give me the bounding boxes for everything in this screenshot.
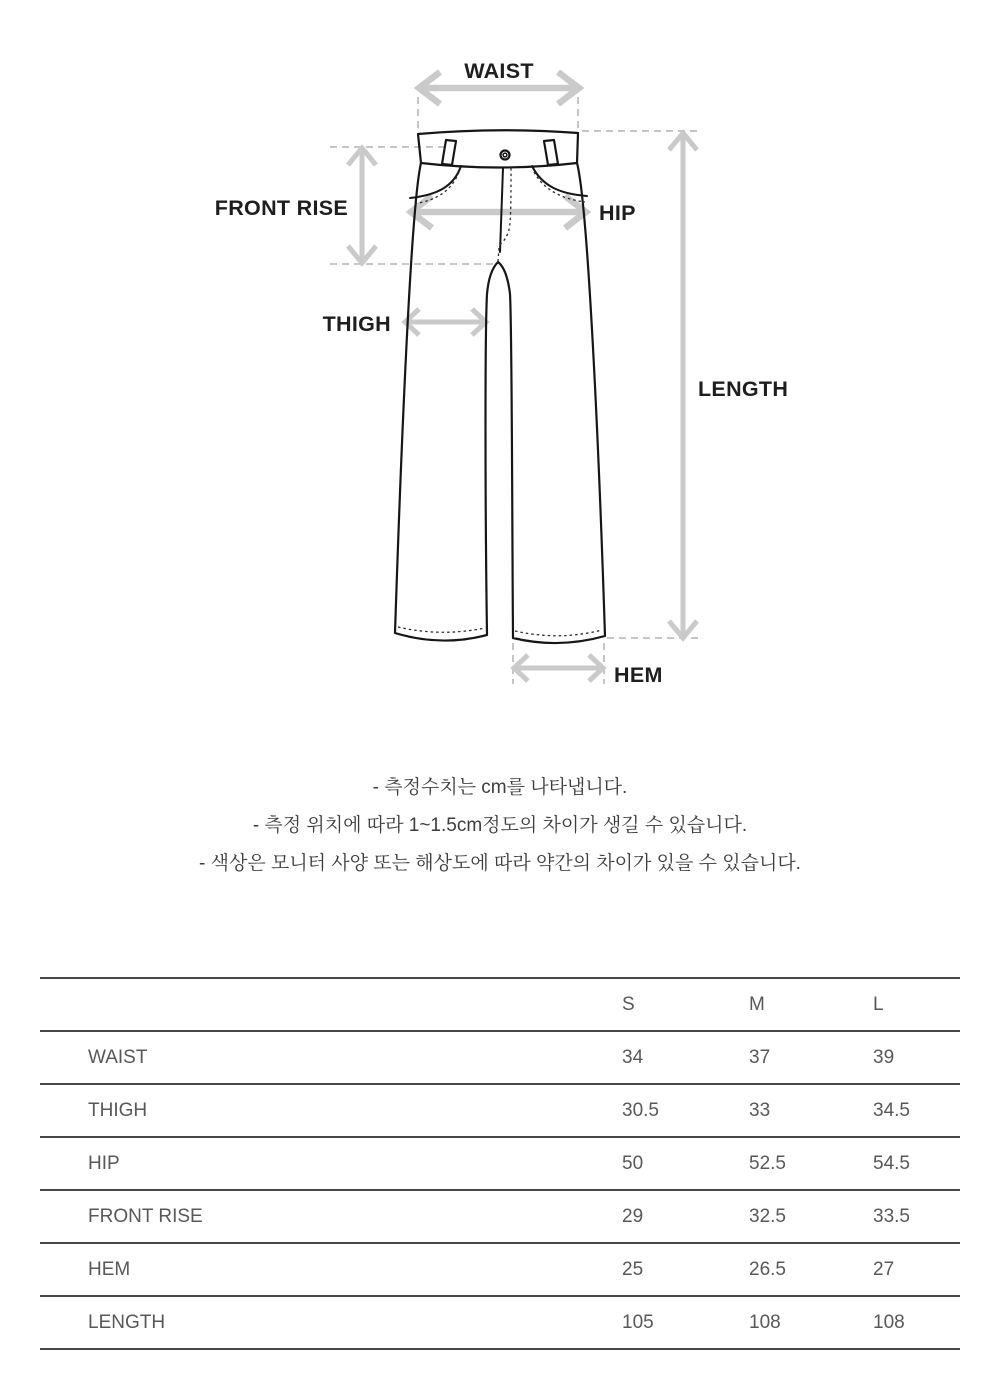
pants-silhouette bbox=[395, 130, 605, 643]
cell-value: 29 bbox=[622, 1205, 644, 1227]
cell-value: 34 bbox=[622, 1046, 644, 1068]
cell-value: 105 bbox=[622, 1311, 654, 1333]
row-label: HEM bbox=[88, 1258, 131, 1280]
size-table bbox=[40, 977, 960, 1350]
thigh-label: THIGH bbox=[322, 312, 391, 336]
hem-label: HEM bbox=[614, 663, 663, 687]
table-row bbox=[40, 1296, 960, 1349]
cell-value: 52.5 bbox=[749, 1152, 786, 1174]
cell-value: 26.5 bbox=[749, 1258, 786, 1280]
cell-value: 37 bbox=[749, 1046, 771, 1068]
table-row bbox=[40, 1243, 960, 1296]
table-row bbox=[40, 1190, 960, 1243]
front-rise-arrow-icon bbox=[348, 148, 376, 263]
length-arrow-icon bbox=[669, 133, 697, 638]
cell-value: 39 bbox=[873, 1046, 895, 1068]
cell-value: 32.5 bbox=[749, 1205, 786, 1227]
note-line: - 측정수치는 cm를 나타냅니다. bbox=[372, 777, 628, 798]
waist-label: WAIST bbox=[464, 59, 534, 83]
row-label: THIGH bbox=[88, 1099, 148, 1121]
table-row bbox=[40, 1137, 960, 1190]
size-table-header-row bbox=[40, 978, 960, 1031]
cell-value: 54.5 bbox=[873, 1152, 910, 1174]
front-rise-label: FRONT RISE bbox=[214, 196, 348, 220]
hip-label: HIP bbox=[599, 201, 636, 225]
column-header-l: L bbox=[873, 993, 884, 1015]
cell-value: 34.5 bbox=[873, 1099, 910, 1121]
cell-value: 108 bbox=[749, 1311, 781, 1333]
note-line: - 측정 위치에 따라 1~1.5cm정도의 차이가 생길 수 있습니다. bbox=[252, 815, 748, 836]
size-table-corner-cell bbox=[40, 978, 622, 1031]
cell-value: 108 bbox=[873, 1311, 905, 1333]
button-icon bbox=[501, 151, 510, 160]
row-label: HIP bbox=[88, 1152, 120, 1174]
note-line: - 색상은 모니터 사양 또는 해상도에 따라 약간의 차이가 있을 수 있습니다. bbox=[199, 853, 801, 874]
column-header-s: S bbox=[622, 993, 635, 1015]
column-header-m: M bbox=[749, 993, 765, 1015]
cell-value: 33 bbox=[749, 1099, 771, 1121]
cell-value: 25 bbox=[622, 1258, 644, 1280]
measurement-notes bbox=[0, 769, 1000, 883]
cell-value: 33.5 bbox=[873, 1205, 910, 1227]
cell-value: 30.5 bbox=[622, 1099, 659, 1121]
row-label: LENGTH bbox=[88, 1311, 166, 1333]
table-row bbox=[40, 1031, 960, 1084]
table-row bbox=[40, 1084, 960, 1137]
row-label: WAIST bbox=[88, 1046, 148, 1068]
cell-value: 50 bbox=[622, 1152, 644, 1174]
cell-value: 27 bbox=[873, 1258, 895, 1280]
length-label: LENGTH bbox=[698, 377, 789, 401]
row-label: FRONT RISE bbox=[88, 1205, 203, 1227]
hem-arrow-icon bbox=[514, 655, 603, 681]
